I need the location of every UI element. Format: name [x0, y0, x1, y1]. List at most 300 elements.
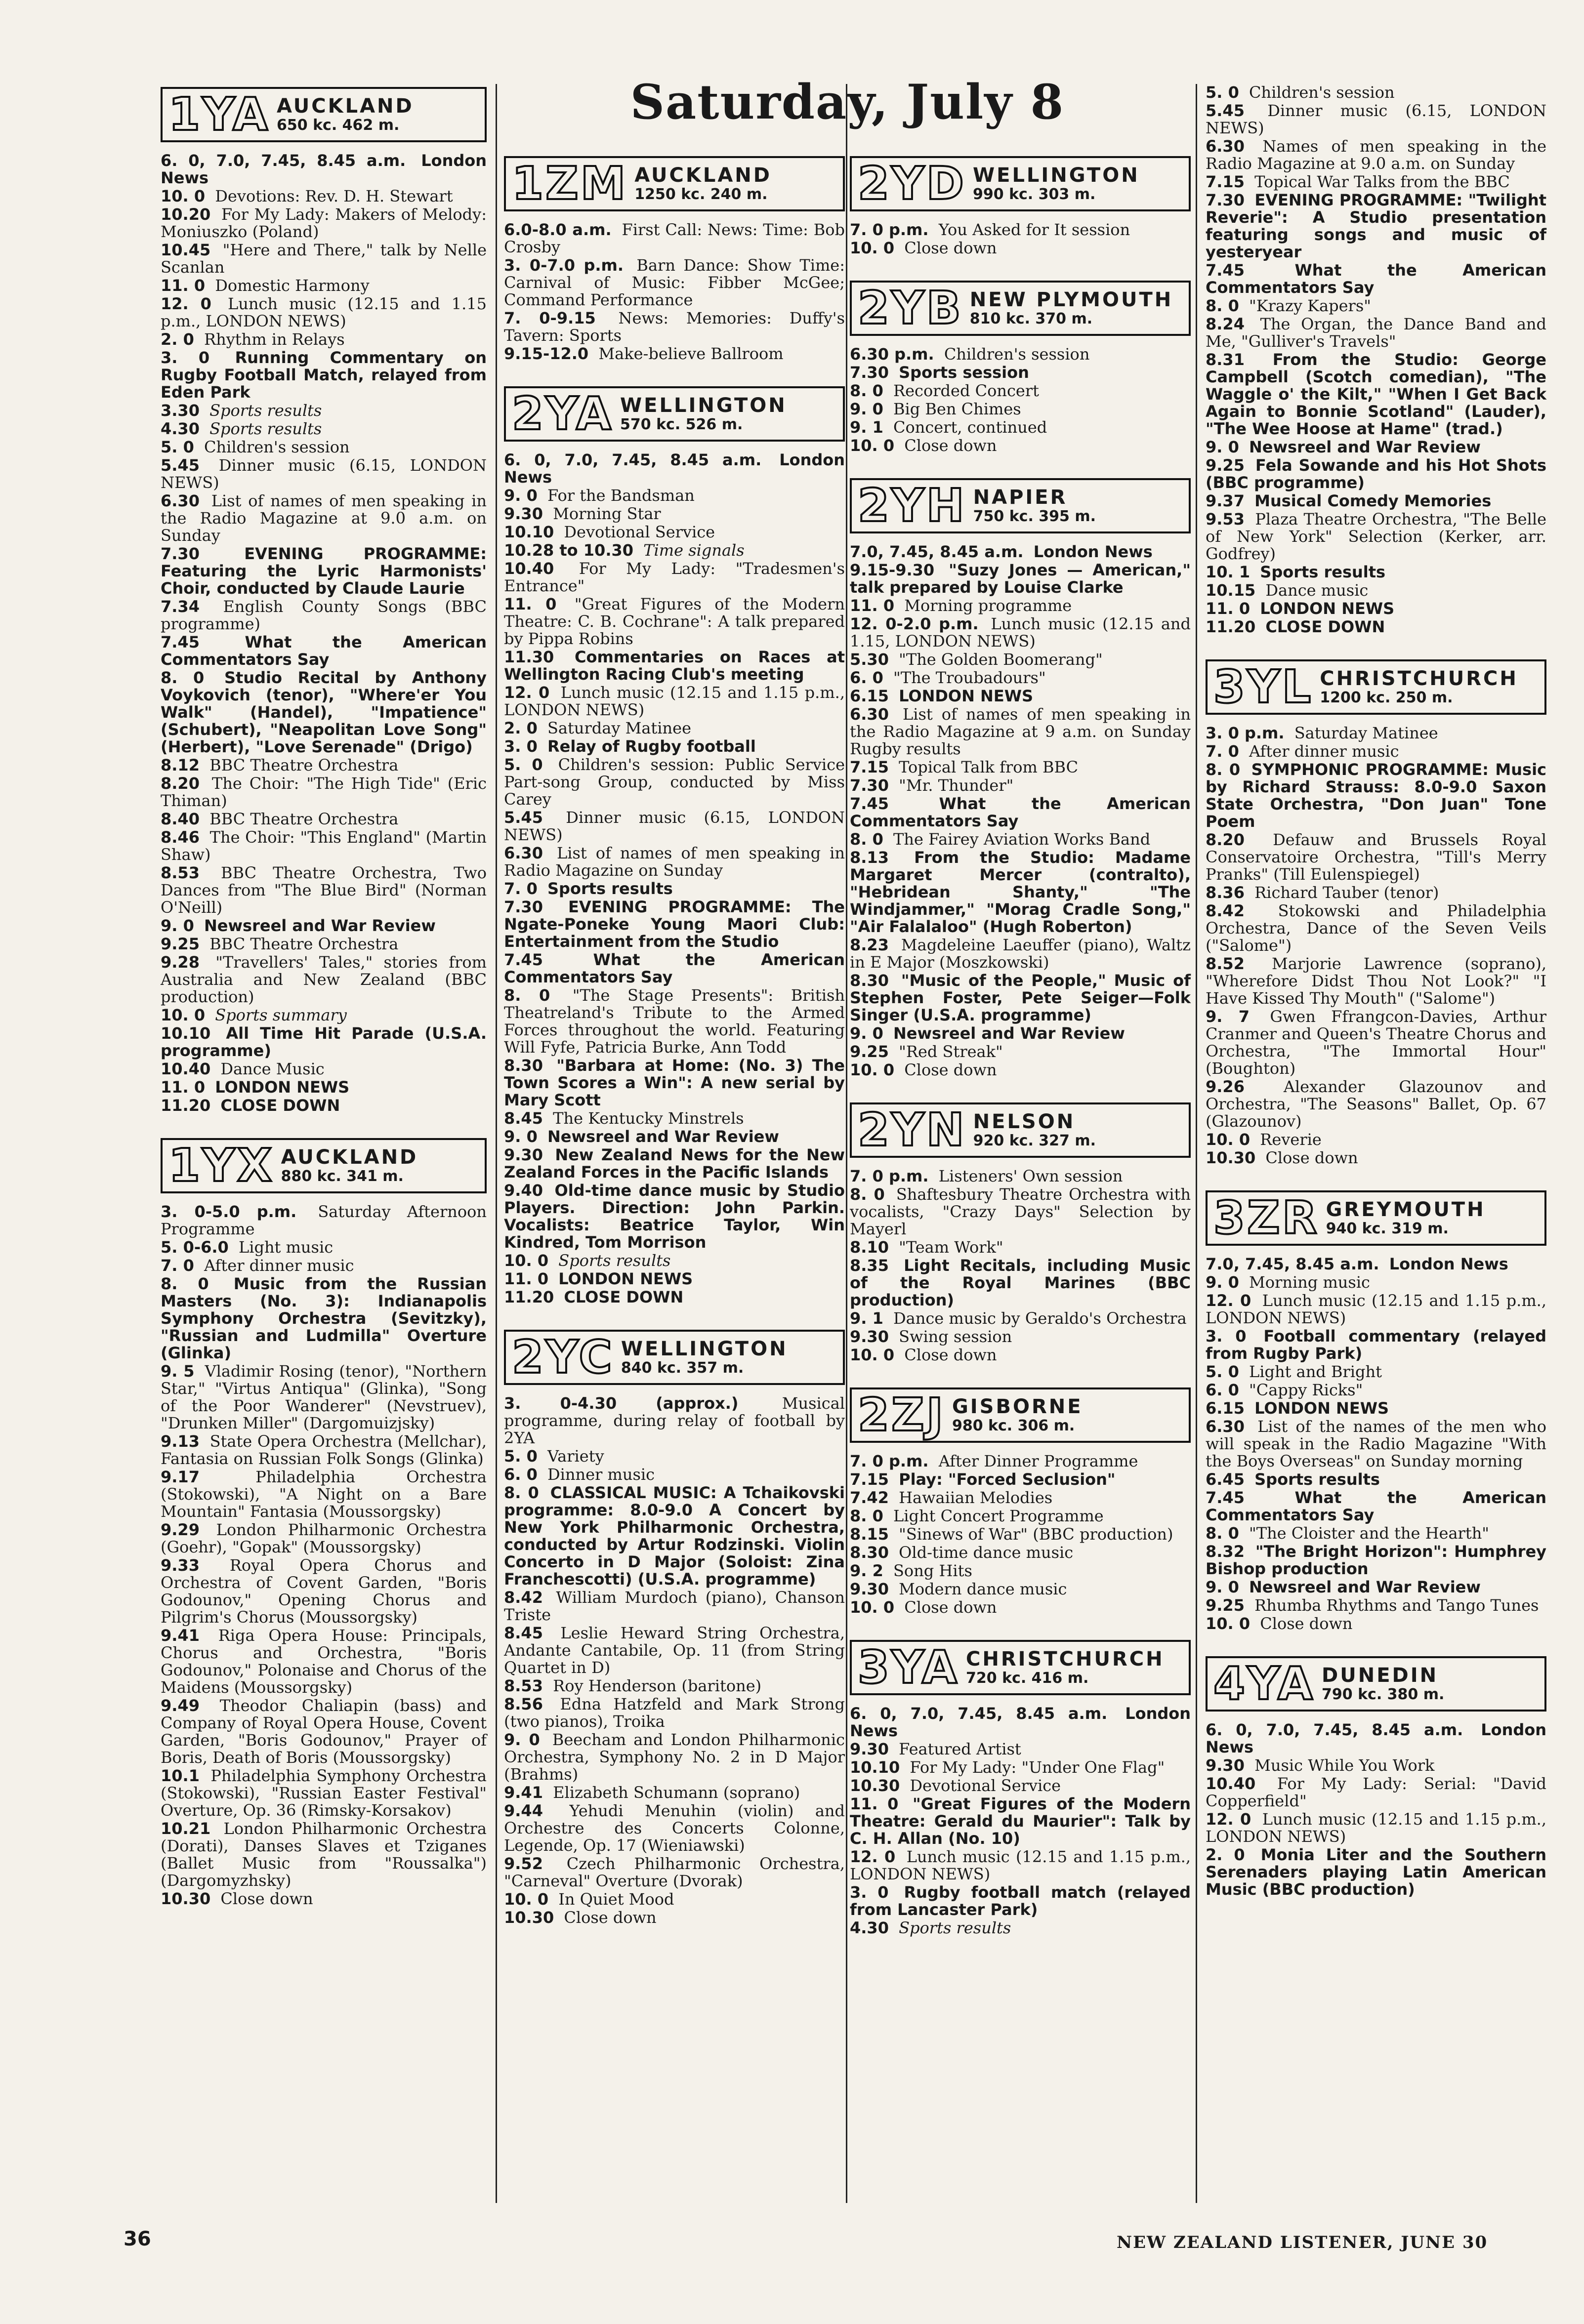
programme-entry: [1206, 1292, 1546, 1327]
programme-time: 5. 0: [161, 438, 194, 456]
programme-entry: [1206, 1131, 1546, 1148]
programme-time: 10. 0: [850, 436, 895, 455]
programme-text: Philadelphia Symphony Orchestra (Stokowski), "Russian Easter Festival" Overture, Op. 36 (Rimsky-Korsakov): [161, 1766, 487, 1820]
programme-text: Studio Recital by Anthony Voykovich (tenor), "Where'er You Walk" (Handel), "Impatience" (Schubert), "Neapolitan Love Song" (Herbert), "Love Serenade" (Drigo): [161, 668, 487, 756]
programme-text: For My Lady: Makers of Melody: Moniuszko (Poland): [161, 205, 487, 241]
station-header: [161, 1138, 487, 1193]
station-callsign: 4YA: [1213, 1657, 1315, 1710]
programme-time: 7.30: [504, 897, 543, 916]
programme-entry: [1206, 1615, 1546, 1632]
programme-entry: [850, 759, 1191, 776]
programme-entry: [161, 1025, 487, 1060]
station-frequency: 810 kc. 370 m.: [969, 310, 1093, 327]
station-header: [850, 1387, 1191, 1443]
station-header: [850, 1102, 1191, 1158]
programme-entry: [504, 1395, 845, 1447]
station-header: [850, 281, 1191, 336]
programme-time: 7.45: [504, 950, 543, 969]
programme-time: 10.20: [161, 205, 211, 224]
programme-time: 7. 0: [161, 1256, 194, 1275]
programme-text: What the American Commentators Say: [1206, 1488, 1546, 1524]
programme-text: Gwen Ffrangcon-Davies, Arthur Cranmer and Queen's Theatre Chorus and Orchestra, "The Immortal Hour" (Boughton): [1206, 1007, 1547, 1078]
programme-time: 8.20: [161, 774, 200, 793]
station-frequency: 1200 kc. 250 m.: [1320, 689, 1453, 706]
programme-text: What the American Commentators Say: [850, 794, 1191, 830]
programme-entry: [850, 1705, 1191, 1740]
programme-entry: [850, 1508, 1191, 1525]
programme-entry: [850, 1061, 1191, 1079]
programme-entry: [504, 845, 845, 879]
programme-time: 8.30: [850, 971, 889, 990]
programme-entry: [504, 524, 845, 541]
programme-text: London News: [504, 450, 845, 487]
programme-text: Time signals: [643, 541, 745, 560]
programme-entry: [161, 954, 487, 1006]
programme-text: Dinner music (6.15, LONDON NEWS): [504, 808, 845, 844]
programme-time: 10.30: [504, 1908, 554, 1927]
programme-time: 8.32: [1206, 1542, 1245, 1561]
programme-entry: [504, 898, 845, 950]
programme-entry: [850, 1777, 1191, 1794]
programme-entry: [850, 831, 1191, 848]
programme-entry: [504, 756, 845, 808]
programme-time: 3.30: [161, 401, 200, 420]
programme-text: Richard Tauber (tenor): [1254, 883, 1439, 902]
programme-time: 7.30: [161, 544, 200, 563]
programme-text: The Kentucky Minstrels: [553, 1109, 744, 1128]
programme-entry: [504, 1252, 845, 1269]
station-frequency: 1250 kc. 240 m.: [634, 186, 768, 203]
programme-entry: [1206, 1489, 1546, 1524]
programme-time: 9.25: [161, 935, 200, 953]
programme-entry: [1206, 439, 1546, 456]
programme-entry: [504, 987, 845, 1056]
programme-text: Theodor Chaliapin (bass) and Company of Royal Opera House, Covent Garden, "Boris Godounov," Prayer of Boris, Death of Boris (Moussorgsky): [161, 1696, 487, 1767]
station-callsign: 2YC: [512, 1331, 614, 1384]
programme-entry: [1206, 1328, 1546, 1362]
programme-entry: [850, 1186, 1191, 1238]
programme-text: Newsreel and War Review: [547, 1127, 779, 1146]
programme-text: Beecham and London Philharmonic Orchestra, Symphony No. 2 in D Major (Brahms): [504, 1730, 845, 1784]
programme-entry: [850, 1346, 1191, 1364]
programme-text: Riga Opera House: Principals, Chorus and Orchestra, "Boris Godounov," Polonaise and Chorus of the Maidens (Moussorgsky): [161, 1626, 487, 1697]
programme-entry: [161, 829, 487, 863]
programme-time: 6. 0: [504, 1465, 538, 1484]
programme-entry: [850, 437, 1191, 454]
programme-entry: [1206, 725, 1546, 742]
programme-time: 10.21: [161, 1819, 211, 1838]
programme-entry: [1206, 1382, 1546, 1399]
programme-time: 10.30: [1206, 1148, 1256, 1167]
programme-text: "The Bright Horizon": Humphrey Bishop production: [1206, 1542, 1547, 1578]
programme-text: BBC Theatre Orchestra, Two Dances from "The Blue Bird" (Norman O'Neill): [161, 863, 487, 917]
programme-entry: [504, 649, 845, 683]
programme-text: "The Stage Presents": British Theatreland's Tribute to the Armed Forces throughout the world. Featuring Will Fyfe, Patricia Burke, Ann Todd: [504, 986, 845, 1057]
programme-text: Lunch music (12.15 and 1.15, LONDON NEWS): [850, 614, 1191, 651]
programme-text: "Mr. Thunder": [899, 776, 1014, 795]
programme-time: 9. 0: [1206, 1578, 1239, 1596]
programme-text: Close down: [220, 1889, 313, 1908]
programme-entry: [504, 1802, 845, 1854]
programme-entry: [1206, 84, 1546, 101]
programme-time: 8. 0: [161, 668, 205, 687]
programme-time: 7.34: [161, 597, 200, 616]
programme-time: 10. 0: [850, 1598, 895, 1617]
programme-text: Rhumba Rhythms and Tango Tunes: [1254, 1596, 1539, 1615]
programme-text: Play: "Forced Seclusion": [899, 1470, 1116, 1489]
programme-time: 10.40: [161, 1060, 211, 1078]
programme-time: 8.13: [850, 848, 889, 867]
programme-text: Lunch music (12.15 and 1.15 p.m., LONDON NEWS): [161, 294, 487, 330]
station-city: NAPIER: [973, 486, 1068, 509]
programme-time: 9. 0: [161, 916, 194, 935]
programme-time: 8. 0: [850, 1507, 883, 1525]
programme-time: 12. 0: [1206, 1810, 1251, 1829]
programme-text: London News: [1206, 1720, 1547, 1756]
programme-text: "Music of the People," Music of Stephen Foster, Pete Seiger—Folk Singer (U.S.A. programme): [850, 971, 1191, 1024]
column-2: [504, 153, 845, 1947]
programme-time: 9. 0: [1206, 1273, 1239, 1292]
programme-time: 8. 0: [850, 381, 883, 400]
programme-time: 3. 0: [850, 1883, 889, 1902]
programme-text: "Krazy Kapers": [1249, 296, 1371, 315]
programme-entry: [850, 1741, 1191, 1758]
programme-entry: [504, 951, 845, 986]
programme-entry: [161, 242, 487, 276]
station-callsign: 2YB: [858, 282, 963, 334]
programme-entry: [161, 1097, 487, 1114]
programme-entry: [850, 1795, 1191, 1847]
programme-entry: [504, 310, 845, 344]
programme-text: Morning programme: [904, 596, 1072, 615]
programme-time: 5.45: [504, 808, 543, 827]
programme-entry: [850, 706, 1191, 758]
programme-text: Sports results: [899, 1918, 1011, 1937]
programme-entry: [161, 1468, 487, 1520]
programme-entry: [504, 542, 845, 559]
programme-text: Czech Philharmonic Orchestra, "Carneval" Overture (Dvorak): [504, 1854, 845, 1890]
programme-text: LONDON NEWS: [215, 1078, 350, 1097]
programme-text: Rhythm in Relays: [204, 330, 345, 349]
programme-entry: [850, 221, 1191, 239]
programme-time: 3. 0-4.30 (approx.): [504, 1394, 739, 1413]
programme-entry: [1206, 1400, 1546, 1417]
station-header: [504, 156, 845, 211]
programme-time: 11. 0: [850, 596, 895, 615]
programme-entry: [850, 688, 1191, 705]
programme-entry: [850, 1328, 1191, 1345]
programme-time: 3. 0: [504, 737, 538, 756]
programme-time: 8.42: [1206, 901, 1245, 920]
programme-time: 8.45: [504, 1624, 543, 1642]
programme-text: Featured Artist: [899, 1740, 1021, 1758]
programme-text: Football commentary (relayed from Rugby Park): [1206, 1327, 1547, 1363]
programme-time: 9. 1: [850, 1309, 883, 1328]
programme-entry: [850, 972, 1191, 1024]
programme-text: BBC Theatre Orchestra: [209, 810, 399, 828]
station-frequency: 920 kc. 327 m.: [973, 1132, 1096, 1149]
station-section: [504, 1330, 845, 1947]
programme-entry: [504, 257, 845, 309]
programme-time: 6. 0: [850, 668, 883, 687]
programme-text: LONDON NEWS: [1260, 599, 1395, 618]
programme-time: 11.20: [161, 1096, 211, 1115]
programme-entry: [504, 1448, 845, 1465]
programme-entry: [850, 1310, 1191, 1327]
station-header: [504, 1330, 845, 1385]
programme-time: 5. 0: [504, 755, 543, 774]
programme-time: 10. 0: [504, 1251, 549, 1270]
programme-entry: [1206, 192, 1546, 261]
programme-text: The Fairey Aviation Works Band: [893, 830, 1151, 849]
programme-entry: [1206, 138, 1546, 172]
programme-time: 9.30: [850, 1580, 889, 1598]
programme-text: Close down: [904, 1598, 997, 1617]
programme-entry: [1206, 1418, 1546, 1470]
programme-text: "Barbara at Home: (No. 3) The Town Scores a Win": A new serial by Mary Scott: [504, 1056, 845, 1109]
programme-entry: [1206, 600, 1546, 617]
programme-text: Old-time dance music: [899, 1543, 1074, 1562]
programme-text: Music While You Work: [1254, 1756, 1435, 1775]
programme-time: 9. 2: [850, 1561, 883, 1580]
programme-entry: [850, 1581, 1191, 1598]
programme-time: 8.10: [850, 1238, 889, 1257]
programme-text: BBC Theatre Orchestra: [209, 935, 399, 953]
programme-entry: [504, 1270, 845, 1288]
programme-text: Sports results: [209, 401, 322, 420]
programme-entry: [850, 1168, 1191, 1185]
station-callsign: 1YA: [168, 88, 270, 141]
programme-text: After dinner music: [204, 1256, 354, 1275]
programme-entry: [161, 1890, 487, 1908]
programme-time: 6.0-8.0 a.m.: [504, 220, 612, 239]
programme-time: 10.15: [1206, 581, 1256, 600]
programme-time: 6.30: [1206, 1417, 1245, 1436]
programme-time: 12. 0-2.0 p.m.: [850, 614, 979, 633]
programme-text: Dance music: [1265, 581, 1369, 600]
programme-time: 8.46: [161, 828, 200, 847]
programme-text: Close down: [1260, 1614, 1353, 1633]
programme-text: Sports session: [899, 363, 1029, 382]
programme-entry: [504, 1146, 845, 1181]
programme-time: 8.36: [1206, 883, 1245, 902]
station-frequency: 880 kc. 341 m.: [281, 1168, 404, 1185]
programme-entry: [1206, 1471, 1546, 1488]
programme-time: 10. 0: [1206, 1130, 1251, 1149]
programme-text: CLOSE DOWN: [1265, 617, 1385, 636]
programme-text: New Zealand News for the New Zealand Forces in the Pacific Islands: [504, 1145, 845, 1182]
programme-entry: [1206, 297, 1546, 315]
programme-entry: [504, 720, 845, 737]
programme-time: 9.30: [850, 1740, 889, 1758]
programme-entry: [850, 1759, 1191, 1776]
programme-text: From the Studio: Madame Margaret Mercer (contralto), "Hebridean Shanty," "The Windjammer," "Morag Cradle Song," "Air Falalaloo" (Hugh Roberton): [850, 848, 1191, 936]
programme-time: 8.42: [504, 1588, 543, 1607]
programme-text: Lunch music (12.15 and 1.15 p.m., LONDON NEWS): [1206, 1810, 1547, 1846]
programme-time: 12. 0: [504, 683, 550, 702]
programme-entry: [161, 757, 487, 774]
programme-entry: [504, 451, 845, 486]
programme-entry: [850, 1848, 1191, 1883]
programme-time: 7. 0 p.m.: [850, 1167, 929, 1185]
programme-entry: [161, 1627, 487, 1696]
station-callsign: 3YL: [1213, 660, 1313, 713]
programme-text: Lunch music (12.15 and 1.15 p.m., LONDON NEWS): [1206, 1291, 1547, 1327]
programme-time: 7.15: [850, 1470, 889, 1489]
programme-time: 7.42: [850, 1488, 889, 1507]
station-section: [850, 1102, 1191, 1385]
programme-entry: [850, 1239, 1191, 1256]
programme-time: 5. 0: [1206, 83, 1239, 102]
programme-entry: [1206, 1597, 1546, 1614]
programme-text: Fela Sowande and his Hot Shots (BBC programme): [1206, 456, 1547, 492]
programme-text: "The Cloister and the Hearth": [1249, 1524, 1490, 1543]
station-section: [850, 1387, 1191, 1637]
programme-text: In Quiet Mood: [558, 1890, 674, 1909]
programme-time: 7.30: [850, 363, 889, 382]
programme-text: Devotions: Rev. D. H. Stewart: [215, 187, 453, 205]
programme-entry: [161, 545, 487, 597]
station-city: GISBORNE: [952, 1395, 1083, 1418]
station-city: CHRISTCHURCH: [1320, 667, 1518, 690]
programme-text: Children's session: [1249, 83, 1395, 102]
programme-time: 6.30: [850, 705, 889, 724]
station-section: [1206, 659, 1546, 1187]
programme-entry: [161, 1363, 487, 1432]
station-callsign: 2YD: [858, 157, 966, 210]
programme-entry: [161, 295, 487, 330]
programme-text: Domestic Harmony: [215, 276, 370, 295]
programme-time: 10. 0: [161, 1006, 206, 1024]
programme-text: Defauw and Brussels Royal Conservatoire Orchestra, "Till's Merry Pranks" (Till Eulenspiegel): [1206, 830, 1546, 884]
programme-entry: [1206, 1008, 1546, 1077]
station-section: [850, 478, 1191, 1100]
programme-text: After Dinner Programme: [938, 1452, 1138, 1470]
programme-entry: [504, 1484, 845, 1588]
programme-text: EVENING PROGRAMME: "Twilight Reverie": A Studio presentation featuring songs and music of yesteryear: [1206, 191, 1547, 261]
programme-time: 9.40: [504, 1181, 543, 1200]
programme-text: The Choir: "This England" (Martin Shaw): [161, 828, 487, 864]
programme-entry: [161, 917, 487, 935]
programme-text: Dance Music: [220, 1060, 325, 1078]
programme-time: 10.10: [504, 523, 554, 541]
programme-time: 8. 0: [161, 1274, 209, 1293]
programme-text: Light Recitals, including Music of the Royal Marines (BBC production): [850, 1256, 1191, 1309]
programme-entry: [161, 402, 487, 419]
station-section: [1206, 1190, 1546, 1653]
programme-text: EVENING PROGRAMME: The Ngate-Poneke Young Maori Club: Entertainment from the Studio: [504, 897, 845, 951]
programme-time: 9.44: [504, 1801, 543, 1820]
programme-text: LONDON NEWS: [558, 1269, 693, 1288]
programme-entry: [850, 1489, 1191, 1507]
programme-text: Running Commentary on Rugby Football Match, relayed from Eden Park: [161, 348, 487, 402]
programme-time: 11.30: [504, 648, 554, 666]
programme-time: 3. 0: [1206, 1327, 1247, 1345]
programme-text: What the American Commentators Say: [1206, 261, 1546, 297]
station-frequency: 570 kc. 526 m.: [620, 416, 743, 433]
programme-time: 3. 0-7.0 p.m.: [504, 256, 624, 275]
station-section: [161, 1138, 487, 1928]
programme-entry: [850, 1025, 1191, 1042]
programme-time: 9.53: [1206, 510, 1245, 529]
programme-text: Royal Opera Chorus and Orchestra of Covent Garden, "Boris Godounov," Opening Chorus and Pilgrim's Chorus (Moussorgsky): [161, 1556, 487, 1627]
programme-entry: [161, 936, 487, 953]
programme-entry: [1206, 884, 1546, 901]
station-city: WELLINGTON: [973, 164, 1140, 187]
programme-text: Vladimir Rosing (tenor), "Northern Star," "Virtus Antiqua" (Glinka), "Song of the Poor Wanderer" (Nevstruev), "Drunken Miller" (Dargomuizjsky): [161, 1362, 487, 1432]
programme-text: The Choir: "The High Tide" (Eric Thiman): [161, 774, 487, 810]
programme-text: Close down: [904, 239, 997, 257]
programme-time: 9.30: [850, 1327, 889, 1346]
programme-time: 10.40: [504, 559, 554, 578]
programme-time: 6. 0, 7.0, 7.45, 8.45 a.m.: [1206, 1720, 1463, 1739]
programme-text: List of names of men speaking in the Radio Magazine at 9.0 a.m. on Sunday: [161, 491, 487, 545]
programme-text: Concert, continued: [893, 418, 1047, 437]
programme-entry: [850, 1471, 1191, 1488]
station-section: [161, 87, 487, 1135]
station-header: [850, 1640, 1191, 1695]
programme-entry: [504, 1677, 845, 1695]
column-rule: [496, 84, 497, 2203]
programme-text: List of the names of the men who will speak in the Radio Magazine "With the Boys Overseas" on Sunday morning: [1206, 1417, 1547, 1470]
programme-text: Plaza Theatre Orchestra, "The Belle of New York" Selection (Kerker, arr. Godfrey): [1206, 510, 1547, 563]
programme-time: 12. 0: [850, 1847, 896, 1866]
programme-text: Close down: [904, 1060, 997, 1079]
programme-time: 8.40: [161, 810, 200, 828]
programme-time: 9. 5: [161, 1362, 195, 1381]
programme-time: 6.30: [161, 491, 200, 510]
programme-text: London News: [1033, 542, 1153, 561]
station-callsign: 3YA: [858, 1641, 959, 1694]
programme-entry: [850, 1562, 1191, 1580]
station-callsign: 3ZR: [1213, 1191, 1319, 1244]
programme-time: 9.25: [1206, 456, 1245, 475]
programme-text: For My Lady: "Tradesmen's Entrance": [504, 559, 845, 595]
programme-time: 7.45: [1206, 261, 1245, 280]
column-3: [850, 153, 1191, 1957]
programme-time: 9.52: [504, 1854, 543, 1873]
programme-text: News: Memories: Duffy's Tavern: Sports: [504, 309, 845, 345]
programme-time: 8.23: [850, 936, 889, 954]
programme-entry: [504, 221, 845, 256]
programme-text: Close down: [1265, 1148, 1358, 1167]
programme-entry: [161, 669, 487, 756]
programme-time: 4.30: [161, 419, 200, 438]
programme-time: 11. 0: [504, 595, 557, 613]
programme-entry: [161, 1060, 487, 1078]
programme-entry: [161, 206, 487, 241]
programme-time: 8.56: [504, 1695, 543, 1713]
programme-text: Dinner music (6.15, LONDON NEWS): [161, 456, 487, 492]
programme-entry: [1206, 173, 1546, 191]
programme-text: "Cappy Ricks": [1249, 1381, 1363, 1399]
programme-text: Morning Star: [553, 504, 661, 523]
station-callsign: 2YN: [858, 1103, 966, 1156]
programme-entry: [1206, 582, 1546, 599]
programme-text: Close down: [564, 1908, 657, 1927]
programme-entry: [850, 543, 1191, 561]
programme-time: 8.45: [504, 1109, 543, 1128]
programme-text: Song Hits: [893, 1561, 972, 1580]
programme-entry: [1206, 1721, 1546, 1756]
programme-time: 10. 0: [1206, 1614, 1251, 1633]
programme-text: Recorded Concert: [893, 381, 1039, 400]
programme-time: 8. 0: [850, 830, 883, 849]
programme-text: Close down: [904, 436, 997, 455]
programme-time: 7.15: [850, 758, 889, 776]
station-header: [161, 87, 487, 142]
programme-text: Swing session: [899, 1327, 1012, 1346]
